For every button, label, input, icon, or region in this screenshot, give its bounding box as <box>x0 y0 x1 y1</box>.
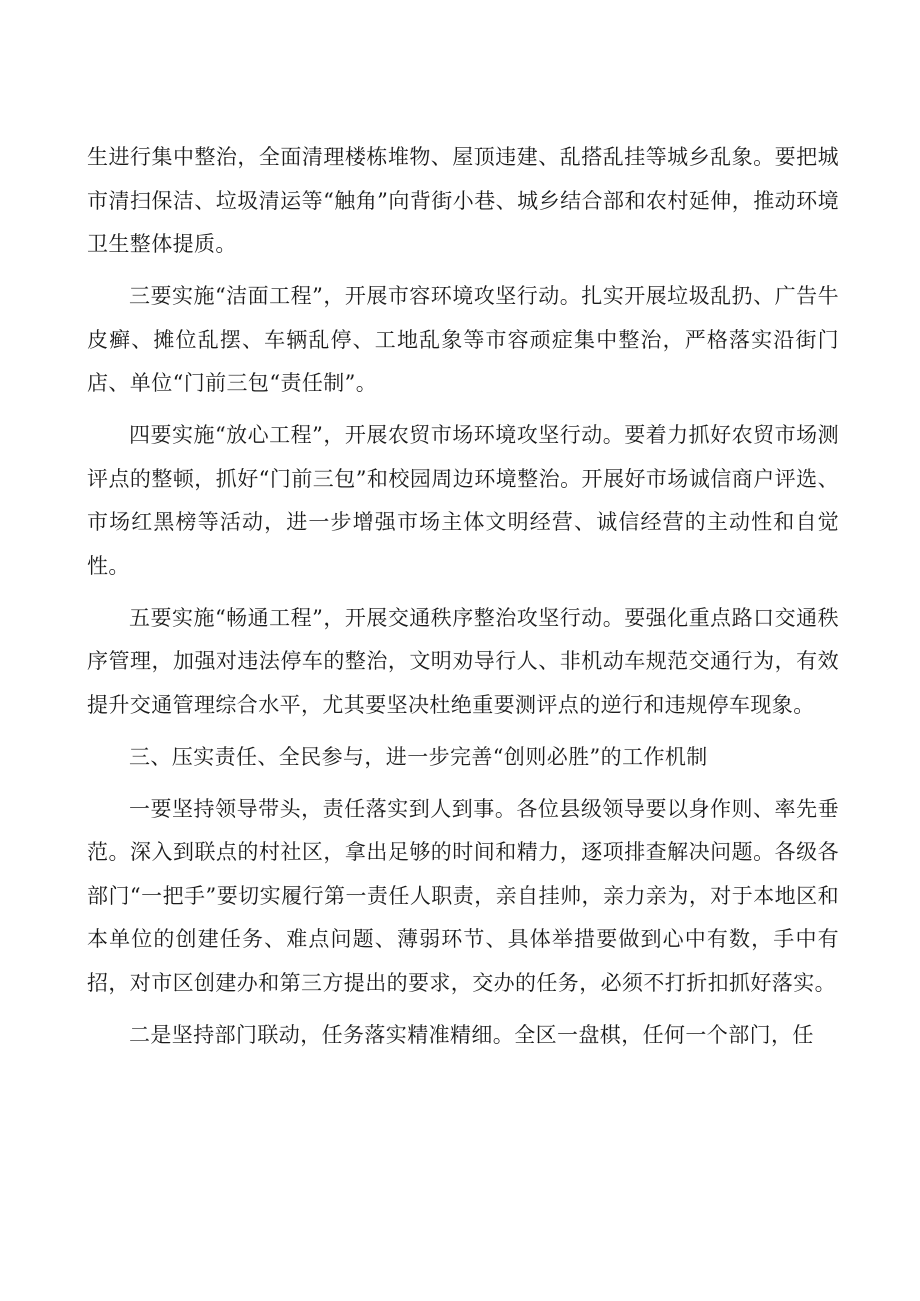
paragraph-5: 一要坚持领导带头，责任落实到人到事。各位县级领导要以身作则、率先垂范。深入到联点的村社区，拿出足够的时间和精力，逐项排查解决问题。各级各部门“一把手”要切实履行第一责任人职责，亲自挂帅，亲力亲为，对于本地区和本单位的创建任务、难点问题、薄弱环节、具体举措要做到心中有数，手中有招，对市区创建办和第三方提出的要求，交办的任务，必须不打折扣抓好落实。 <box>87 796 839 995</box>
paragraph-1: 生进行集中整治，全面清理楼栋堆物、屋顶违建、乱搭乱挂等城乡乱象。要把城市清扫保洁、垃圾清运等“触角”向背街小巷、城乡结合部和农村延伸，推动环境卫生整体提质。 <box>87 145 839 256</box>
section-heading: 三、压实责任、全民参与，进一步完善“创则必胜”的工作机制 <box>129 744 708 769</box>
paragraph-2: 三要实施“洁面工程”，开展市容环境攻坚行动。扎实开展垃圾乱扔、广告牛皮癣、摊位乱摆、车辆乱停、工地乱象等市容顽症集中整治，严格落实沿街门店、单位“门前三包“责任制”。 <box>87 284 839 395</box>
paragraph-4: 五要实施“畅通工程”，开展交通秩序整治攻坚行动。要强化重点路口交通秩序管理，加强对违法停车的整治，文明劝导行人、非机动车规范交通行为，有效提升交通管理综合水平，尤其要坚决杜绝重要测评点的逆行和违规停车现象。 <box>87 605 839 717</box>
paragraph-6: 二是坚持部门联动，任务落实精准精细。全区一盘棋，任何一个部门，任 <box>129 1022 814 1047</box>
paragraph-3: 四要实施“放心工程”，开展农贸市场环境攻坚行动。要着力抓好农贸市场测评点的整顿，抓好“门前三包”和校园周边环境整治。开展好市场诚信商户评选、市场红黑榜等活动，进一步增强市场主体文明经营、诚信经营的主动性和自觉性。 <box>87 423 839 578</box>
document-body <box>87 136 839 1066</box>
